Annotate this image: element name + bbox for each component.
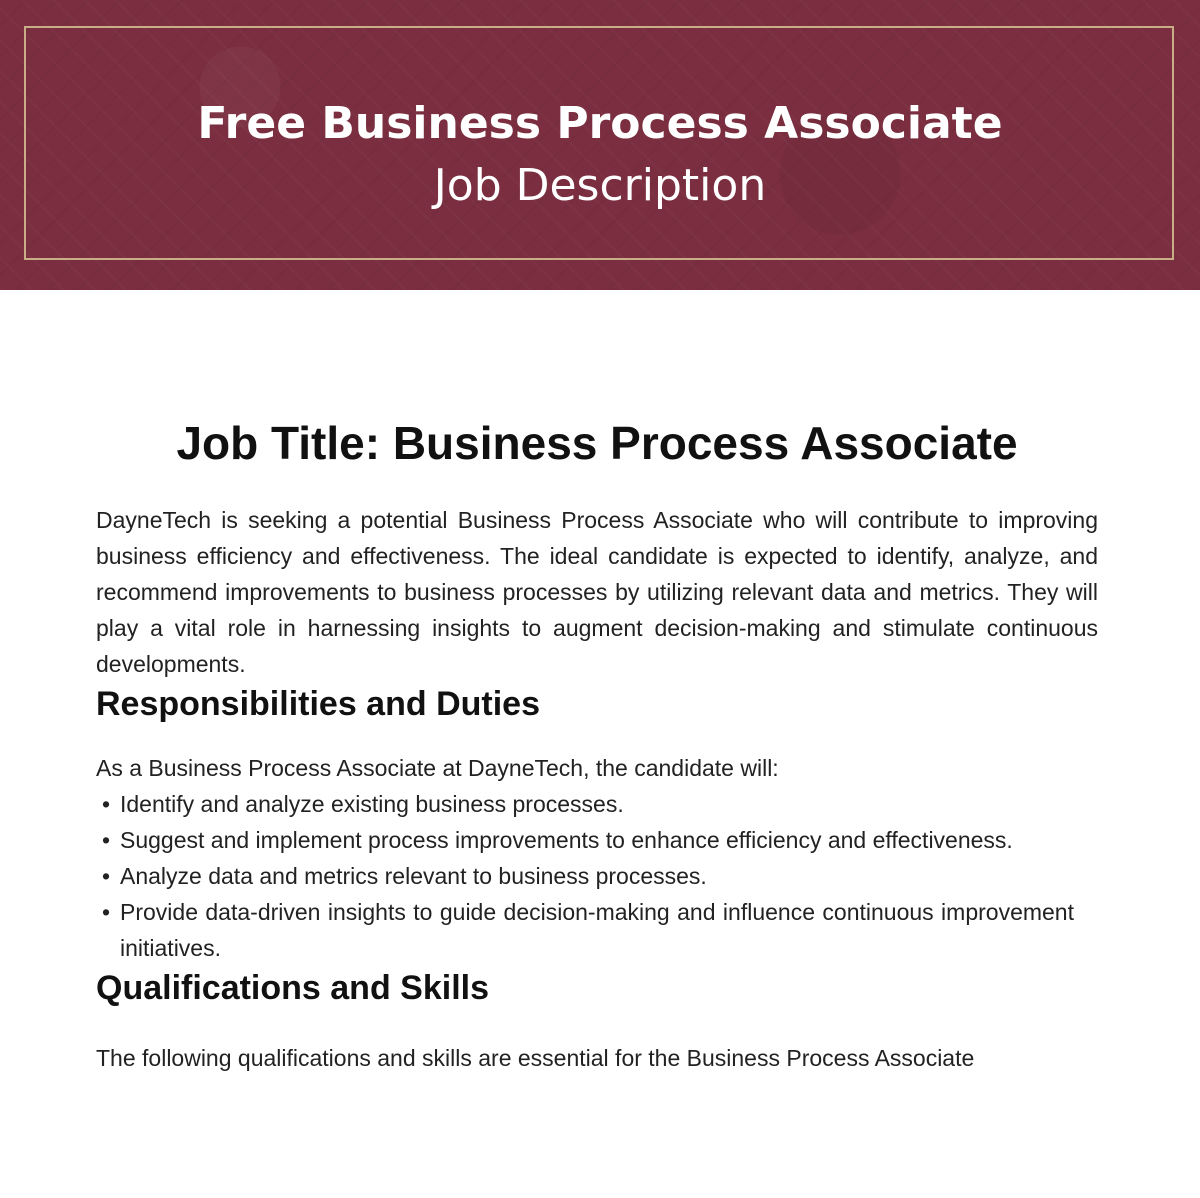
job-title: Job Title: Business Process Associate xyxy=(176,417,1018,469)
list-item-text: Provide data-driven insights to guide decision-making and influence continuous improvement initiatives. xyxy=(120,899,1074,961)
responsibilities-heading: Responsibilities and Duties xyxy=(96,685,540,723)
list-item-text: Analyze data and metrics relevant to business processes. xyxy=(120,863,707,889)
list-item xyxy=(96,858,1074,894)
banner-title: Free Business Process Associate xyxy=(197,98,1003,149)
responsibilities-lead: As a Business Process Associate at DayneTech, the candidate will: xyxy=(96,755,779,781)
qualifications-lead: The following qualifications and skills are essential for the Business Process Associate xyxy=(96,1045,975,1071)
document-body xyxy=(96,412,1098,1076)
bullet-icon: • xyxy=(102,827,111,853)
list-item xyxy=(96,822,1074,858)
bullet-icon: • xyxy=(102,791,111,817)
list-item-text: Identify and analyze existing business processes. xyxy=(120,791,624,817)
list-item-text: Suggest and implement process improvements to enhance efficiency and effectiveness. xyxy=(120,827,1013,853)
intro-paragraph: DayneTech is seeking a potential Business Process Associate who will contribute to improving business efficiency and effectiveness. The ideal candidate is expected to identify, analyze, and recommend improvements to business processes by utilizing relevant data and metrics. They will play a vital role in harnessing insights to augment decision-making and stimulate continuous developments. xyxy=(96,507,1098,677)
qualifications-heading: Qualifications and Skills xyxy=(96,969,489,1007)
header-banner xyxy=(0,0,1200,290)
list-item xyxy=(96,894,1074,966)
banner-subtitle: Job Description xyxy=(433,160,767,211)
bullet-icon: • xyxy=(102,863,111,889)
responsibilities-list xyxy=(96,786,1074,966)
bullet-icon: • xyxy=(102,899,111,925)
list-item xyxy=(96,786,1074,822)
